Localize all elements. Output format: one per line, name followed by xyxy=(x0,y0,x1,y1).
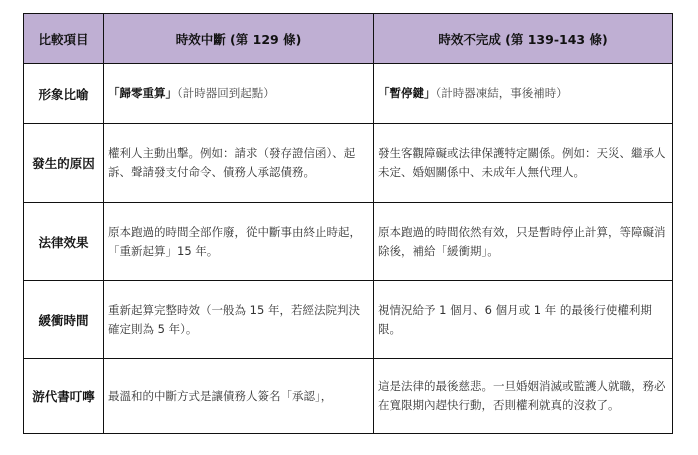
table-row-legal-effect xyxy=(24,203,673,281)
interruption-cell: 原本跑過的時間全部作廢，從中斷事由終止時起，「重新起算」15 年。 xyxy=(104,203,374,281)
row-label: 游代書叮嚀 xyxy=(24,359,104,434)
comparison-table xyxy=(23,13,673,434)
row-label: 形象比喻 xyxy=(24,64,104,124)
incompletion-cell: 發生客觀障礙或法律保護特定關係。例如：天災、繼承人未定、婚姻關係中、未成年人無代理人。 xyxy=(374,124,673,203)
incompletion-metaphor: 「暫停鍵」 xyxy=(378,86,436,100)
table-header xyxy=(24,14,673,64)
row-label: 法律效果 xyxy=(24,203,104,281)
interruption-cell: 重新起算完整時效（一般為 15 年，若經法院判決確定則為 5 年）。 xyxy=(104,281,374,359)
interruption-metaphor: 「歸零重算」 xyxy=(108,86,177,100)
header-row xyxy=(24,14,673,64)
incompletion-metaphor-note: （計時器凍結，事後補時） xyxy=(435,86,568,100)
header-incompletion: 時效不完成 (第 139-143 條) xyxy=(374,14,673,64)
interruption-cell: 權利人主動出擊。例如：請求（發存證信函）、起訴、聲請發支付命令、債務人承認債務。 xyxy=(104,124,374,203)
header-compare-item: 比較項目 xyxy=(24,14,104,64)
table-row-cause xyxy=(24,124,673,203)
incompletion-cell: 原本跑過的時間依然有效，只是暫時停止計算，等障礙消除後，補給「緩衝期」。 xyxy=(374,203,673,281)
table-row-advice xyxy=(24,359,673,434)
header-interruption: 時效中斷 (第 129 條) xyxy=(104,14,374,64)
interruption-metaphor-note: （計時器回到起點） xyxy=(177,86,275,100)
row-label: 緩衝時間 xyxy=(24,281,104,359)
incompletion-cell: 視情況給予 1 個月、6 個月或 1 年 的最後行使權利期限。 xyxy=(374,281,673,359)
interruption-cell: 最溫和的中斷方式是讓債務人簽名「承認」， xyxy=(104,359,374,434)
interruption-cell xyxy=(104,64,374,124)
incompletion-cell: 這是法律的最後慈悲。一旦婚姻消滅或監護人就職，務必在寬限期內趕快行動，否則權利就真的沒救了。 xyxy=(374,359,673,434)
table-row-buffer-time xyxy=(24,281,673,359)
table-row-metaphor xyxy=(24,64,673,124)
incompletion-cell xyxy=(374,64,673,124)
row-label: 發生的原因 xyxy=(24,124,104,203)
